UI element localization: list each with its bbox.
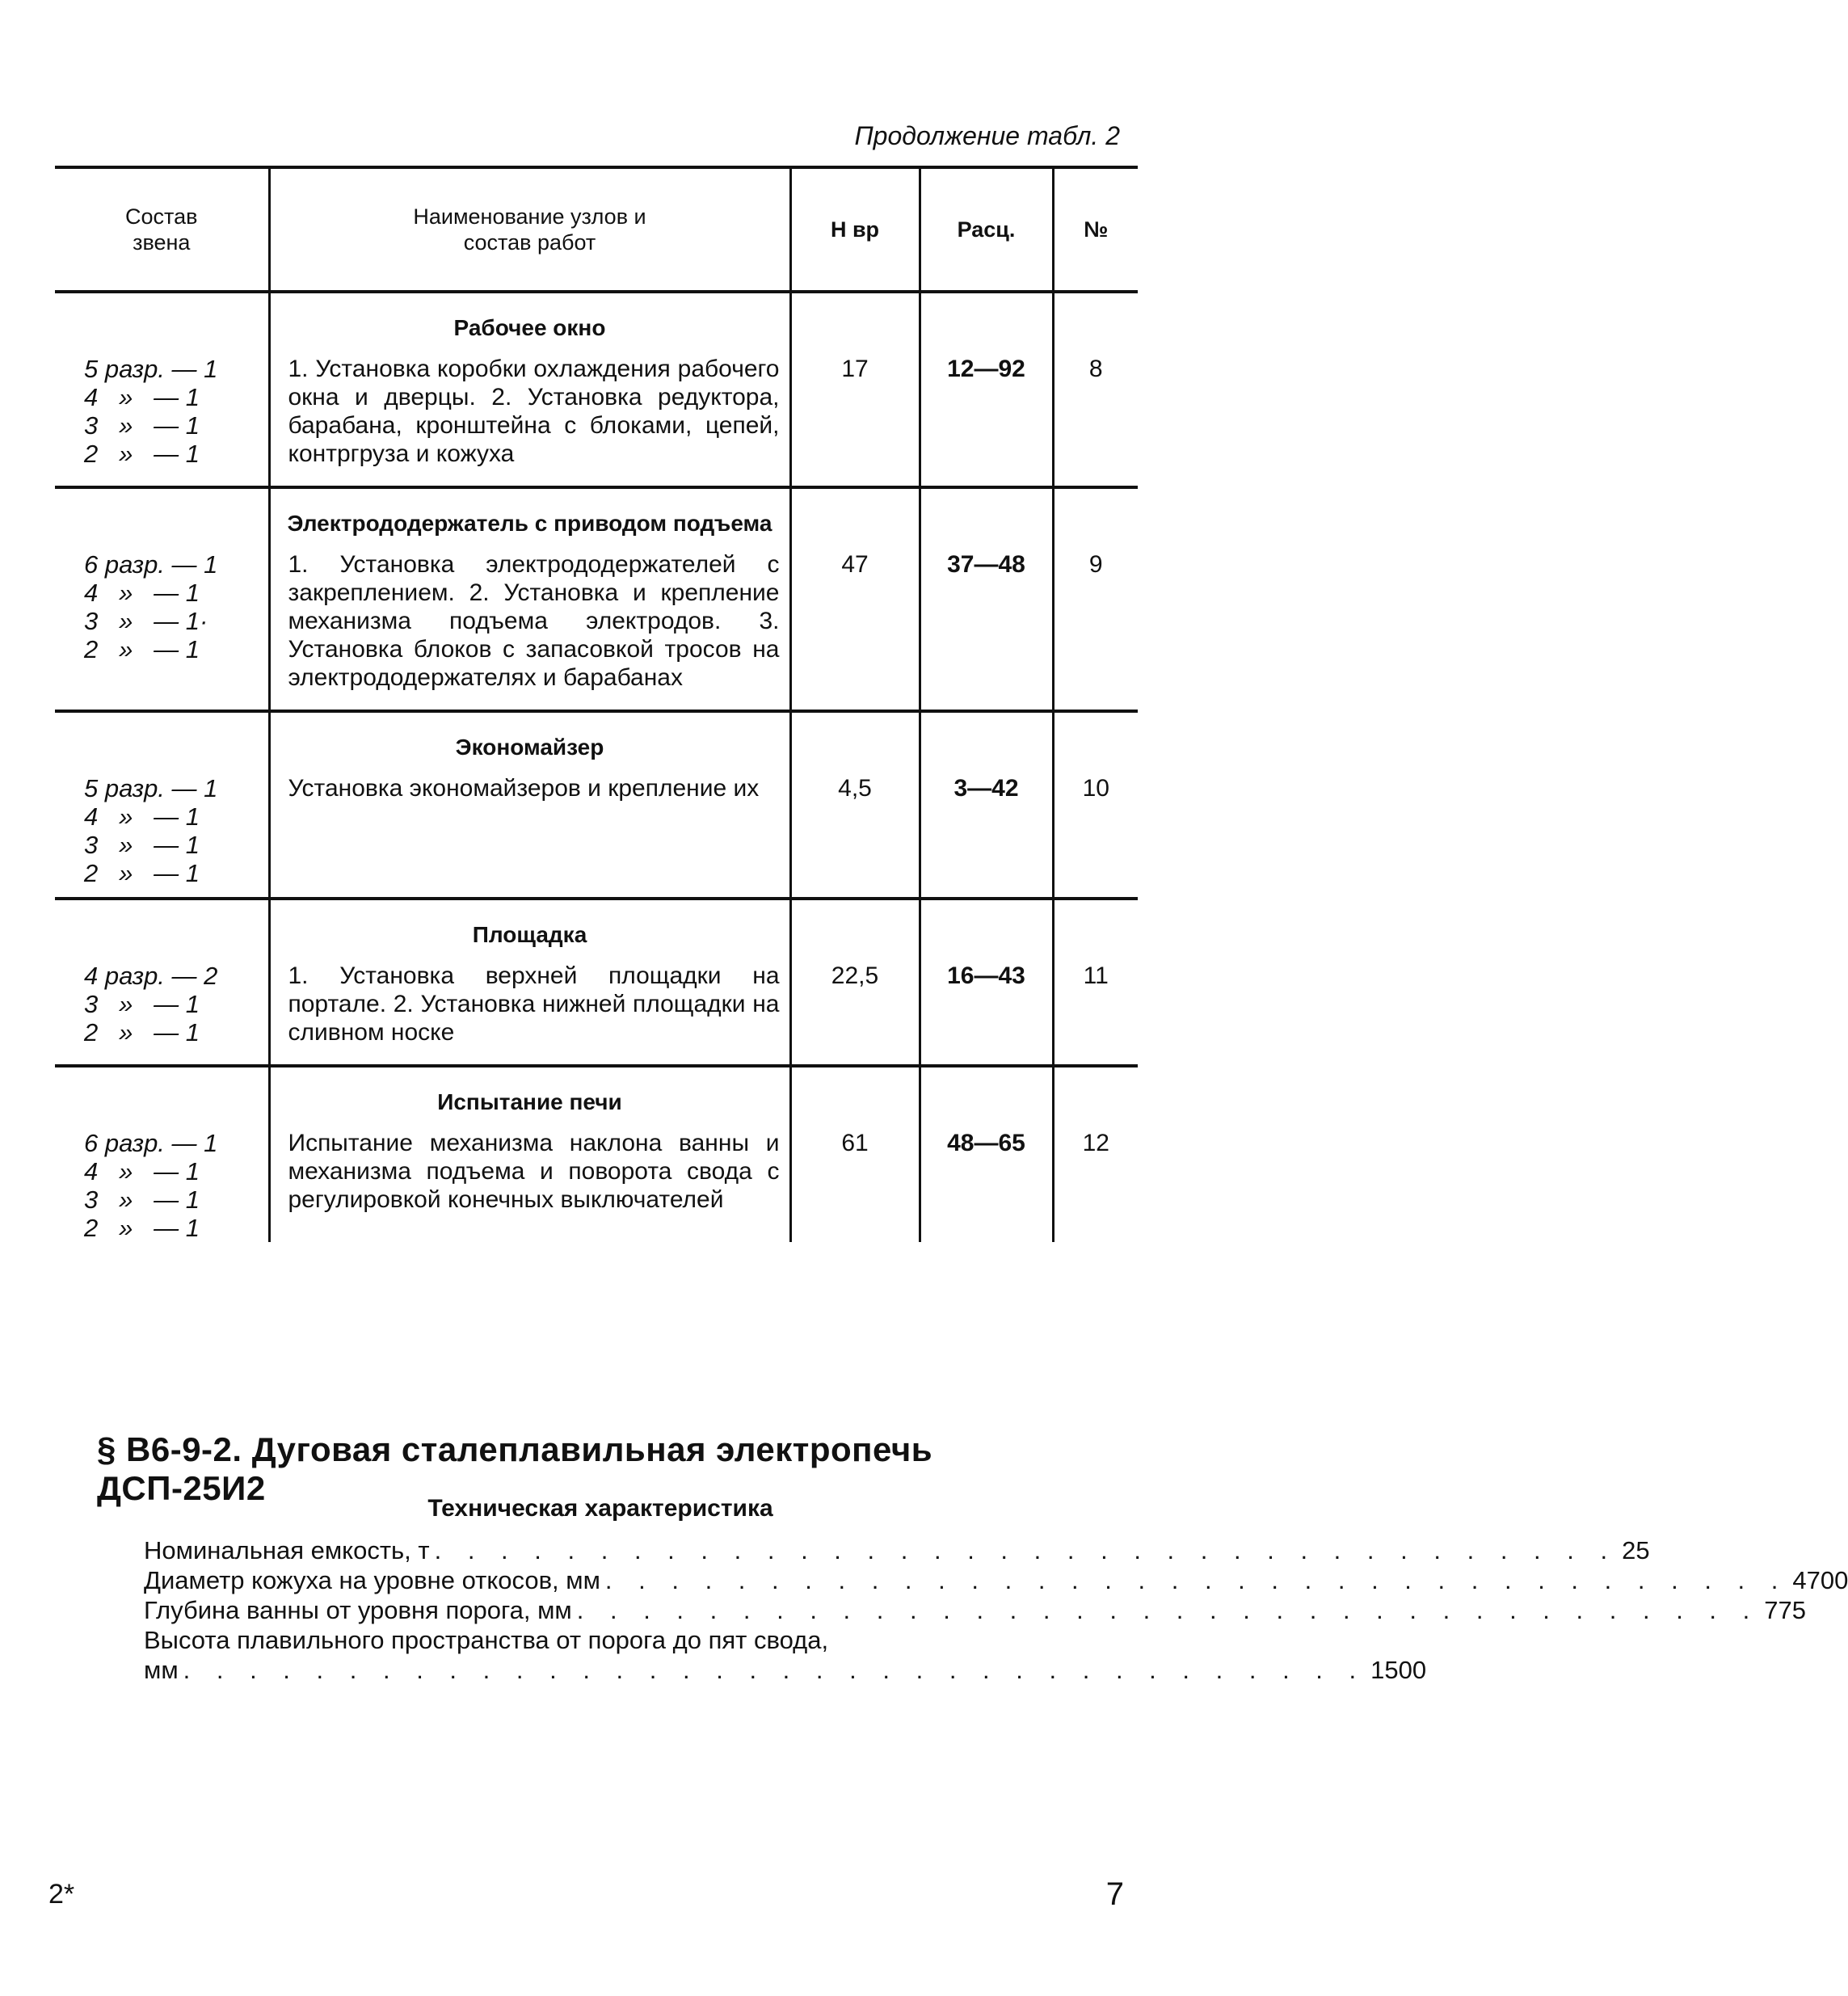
norm-value: 4,5 [838, 775, 872, 802]
norm-cell [790, 1129, 920, 1242]
spec-row [144, 1655, 1427, 1685]
table-row [55, 1129, 1138, 1242]
number-cell [1053, 962, 1138, 1066]
crew-line: 4 » — 1 [84, 383, 200, 411]
section-title-row [55, 1066, 1138, 1129]
norm-cell-empty [790, 711, 920, 774]
paragraph-heading: § В6-9-2. Дуговая сталеплавильная электропечь ДСП-25И2 [97, 1430, 933, 1507]
header-norm: Н вр [790, 167, 920, 292]
number-cell-empty [1053, 487, 1138, 550]
table-row [55, 774, 1138, 899]
table-row [55, 962, 1138, 1066]
rate-value: 48—65 [947, 1130, 1025, 1156]
spec-row [144, 1595, 1806, 1625]
crew-cell [55, 774, 269, 899]
section-title-cell [269, 487, 790, 550]
header-crew-text: Состав звена [125, 204, 198, 255]
header-work [269, 167, 790, 292]
crew-cell-empty [55, 899, 269, 962]
row-number: 10 [1082, 775, 1109, 802]
rate-cell-empty [920, 1066, 1053, 1129]
norm-cell-empty [790, 899, 920, 962]
crew-line: 3 » — 1 [84, 831, 200, 859]
section-title-cell [269, 711, 790, 774]
crew-cell [55, 550, 269, 711]
norm-cell [790, 550, 920, 711]
work-cell [269, 962, 790, 1066]
spec-value: 1500 [1370, 1656, 1427, 1684]
crew-cell [55, 962, 269, 1066]
norm-cell-empty [790, 1066, 920, 1129]
work-description: 1. Установка коробки охлаждения рабочего окна и дверцы. 2. Установка редуктора, барабана, кронштейна с блоками, цепей, контргруза и кожуха [288, 356, 780, 467]
rate-cell [920, 1129, 1053, 1242]
crew-cell-empty [55, 487, 269, 550]
number-cell [1053, 774, 1138, 899]
spec-value: 25 [1622, 1536, 1650, 1564]
spec-label: мм [144, 1656, 179, 1684]
work-description: Установка экономайзеров и крепление их [288, 775, 760, 802]
norm-value: 22,5 [831, 962, 879, 989]
continuation-label: Продолжение табл. 2 [854, 121, 1120, 150]
number-cell-empty [1053, 1066, 1138, 1129]
header-rate: Расц. [920, 167, 1053, 292]
row-number: 8 [1088, 356, 1103, 382]
spec-value: 4700 [1792, 1566, 1848, 1594]
work-cell [269, 1129, 790, 1242]
crew-line: 2 » — 1 [84, 1214, 200, 1242]
rate-value: 16—43 [947, 962, 1025, 989]
rate-value: 37—48 [947, 551, 1025, 578]
number-cell [1053, 550, 1138, 711]
section-title: Испытание печи [437, 1089, 622, 1114]
tech-spec-title: Техническая характеристика [427, 1495, 773, 1522]
section-title-row [55, 292, 1138, 355]
norm-cell [790, 774, 920, 899]
rate-cell [920, 355, 1053, 487]
crew-line: 2 » — 1 [84, 1018, 200, 1046]
number-cell-empty [1053, 711, 1138, 774]
crew-line: 3 » — 1· [84, 607, 208, 635]
section-title: Рабочее окно [453, 315, 606, 340]
rate-cell-empty [920, 899, 1053, 962]
number-cell-empty [1053, 292, 1138, 355]
crew-cell [55, 355, 269, 487]
crew-cell-empty [55, 292, 269, 355]
crew-line: 6 разр. — 1 [84, 1129, 218, 1157]
norm-cell [790, 962, 920, 1066]
crew-line: 4 разр. — 2 [84, 962, 218, 990]
crew-line: 4 » — 1 [84, 802, 200, 831]
signature-mark: 2* [48, 1879, 75, 1910]
section-title: Электрододержатель с приводом подъема [287, 511, 772, 536]
rate-value: 3—42 [953, 775, 1019, 802]
crew-line: 5 разр. — 1 [84, 774, 218, 802]
table-row [55, 550, 1138, 711]
header-number: № [1053, 167, 1138, 292]
section-title: Экономайзер [455, 735, 604, 760]
spec-label: Номинальная емкость, т [144, 1536, 430, 1564]
rate-cell-empty [920, 487, 1053, 550]
rate-value: 12—92 [947, 356, 1025, 382]
rate-cell-empty [920, 711, 1053, 774]
crew-list [55, 355, 268, 468]
crew-list [55, 774, 268, 887]
crew-line: 3 » — 1 [84, 1185, 200, 1214]
crew-line: 3 » — 1 [84, 990, 200, 1018]
norm-value: 47 [841, 551, 869, 578]
crew-cell [55, 1129, 269, 1242]
section-title-row [55, 711, 1138, 774]
spec-row [144, 1565, 1848, 1595]
page-number: 7 [1105, 1876, 1124, 1912]
spec-value: 775 [1764, 1596, 1806, 1624]
crew-line: 3 » — 1 [84, 411, 200, 440]
crew-line: 4 » — 1 [84, 579, 200, 607]
crew-line: 2 » — 1 [84, 859, 200, 887]
rate-cell [920, 774, 1053, 899]
work-description: 1. Установка электрододержателей с закреплением. 2. Установка и крепление механизма подъема электродов. 3. Установка блоков с запасовкой тросов на электрододержателях и барабанах [288, 551, 780, 691]
norm-cell [790, 355, 920, 487]
leader-dots: . . . . . . . . . . . . . . . . . . . . . . . . . . . . . . . . . . . . [434, 1536, 1618, 1564]
number-cell [1053, 355, 1138, 487]
number-cell [1053, 1129, 1138, 1242]
work-cell [269, 355, 790, 487]
tech-spec-list [144, 1535, 1848, 1685]
work-description: Испытание механизма наклона ванны и механизма подъема и поворота свода с регулировкой конечных выключателей [288, 1130, 780, 1213]
row-number: 12 [1082, 1130, 1109, 1156]
crew-line: 4 » — 1 [84, 1157, 200, 1185]
row-number: 11 [1083, 962, 1109, 989]
norm-cell-empty [790, 487, 920, 550]
crew-line: 2 » — 1 [84, 635, 200, 663]
number-cell-empty [1053, 899, 1138, 962]
leader-dots: . . . . . . . . . . . . . . . . . . . . . . . . . . . . . . . . . . . . [604, 1566, 1788, 1594]
header-work-text: Наименование узлов и состав работ [413, 204, 646, 255]
crew-list [55, 962, 268, 1046]
rate-cell [920, 962, 1053, 1066]
work-cell [269, 774, 790, 899]
work-norms-table [55, 166, 1138, 1242]
leader-dots: . . . . . . . . . . . . . . . . . . . . . . . . . . . . . . . . . . . . [576, 1596, 1760, 1624]
section-title-row [55, 487, 1138, 550]
spec-row [144, 1625, 1000, 1655]
spec-label: Глубина ванны от уровня порога, мм [144, 1596, 572, 1624]
section-title-cell [269, 292, 790, 355]
crew-cell-empty [55, 711, 269, 774]
leader-dots: . . . . . . . . . . . . . . . . . . . . . . . . . . . . . . . . . . . . [183, 1656, 1366, 1684]
section-title-cell [269, 899, 790, 962]
header-crew [55, 167, 269, 292]
section-title-row [55, 899, 1138, 962]
norm-value: 61 [841, 1130, 869, 1156]
spec-label: Высота плавильного пространства от порога до пят свода, [144, 1626, 829, 1654]
spec-row [144, 1535, 1650, 1565]
work-cell [269, 550, 790, 711]
table-header-row [55, 167, 1138, 292]
work-description: 1. Установка верхней площадки на портале. 2. Установка нижней площадки на сливном носке [288, 962, 780, 1046]
section-title: Площадка [472, 922, 587, 947]
crew-cell-empty [55, 1066, 269, 1129]
crew-list [55, 1129, 268, 1242]
norm-cell-empty [790, 292, 920, 355]
section-title-cell [269, 1066, 790, 1129]
rate-cell [920, 550, 1053, 711]
table-body [55, 292, 1138, 1242]
rate-cell-empty [920, 292, 1053, 355]
crew-line: 6 разр. — 1 [84, 550, 218, 579]
crew-line: 5 разр. — 1 [84, 355, 218, 383]
crew-list [55, 550, 268, 663]
crew-line: 2 » — 1 [84, 440, 200, 468]
row-number: 9 [1088, 551, 1103, 578]
spec-label: Диаметр кожуха на уровне откосов, мм [144, 1566, 600, 1594]
norm-value: 17 [841, 356, 869, 382]
table-row [55, 355, 1138, 487]
